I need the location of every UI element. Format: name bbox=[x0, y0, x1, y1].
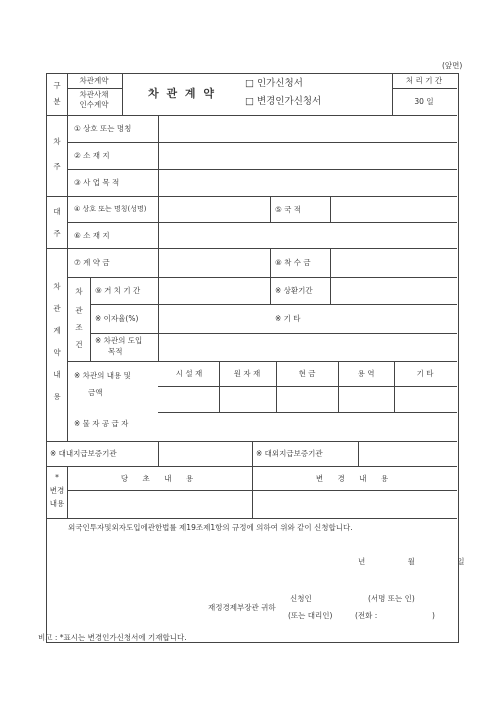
checkbox-change-approval[interactable]: □ 변경인가신청서 bbox=[245, 96, 322, 107]
phone-label: (전화 : bbox=[355, 611, 378, 620]
borrower-section-label-1: 대 bbox=[53, 207, 61, 216]
legal-statement: 외국인투자및외자도입에관한법률 제19조제1항의 규정에 의하여 위와 같이 신청합니다. bbox=[68, 523, 353, 532]
borrower-name-label: ④ 상호 또는 명칭(성명) bbox=[74, 205, 147, 213]
interest-rate-label: ※ 이자율(%) bbox=[95, 314, 139, 323]
applicant-signature: (서명 또는 인) bbox=[368, 594, 415, 603]
change-label-2: 내용 bbox=[49, 499, 65, 508]
changed-content-label: 변 경 내 용 bbox=[315, 474, 395, 483]
agent-label: (또는 대리인) bbox=[288, 611, 333, 620]
contract-section-label-2: 관 bbox=[53, 304, 61, 313]
terms-section-label-3: 조 bbox=[75, 323, 83, 332]
checkbox-approval[interactable]: □ 인가신청서 bbox=[245, 78, 303, 89]
col-facilities: 시 설 재 bbox=[175, 369, 203, 378]
contract-section-label-3: 계 bbox=[53, 326, 61, 335]
lender-address-label: ② 소 재 지 bbox=[74, 151, 110, 160]
lender-section-label-2: 주 bbox=[53, 162, 61, 171]
footnote: 비고 : *표시는 변경인가신청서에 기재합니다. bbox=[38, 633, 187, 642]
contract-section-label-6: 용 bbox=[53, 392, 61, 401]
contract-section-label-1: 차 bbox=[53, 282, 61, 291]
date-line: 년 월 일 bbox=[358, 557, 485, 566]
type-bond-contract-2: 인수계약 bbox=[79, 100, 109, 109]
grace-period-label: ⑨ 거 치 기 간 bbox=[95, 286, 141, 295]
original-content-label: 당 초 내 용 bbox=[120, 474, 200, 483]
change-label-1: 변경 bbox=[49, 486, 65, 495]
type-bond-contract-1: 차관사채 bbox=[79, 90, 109, 99]
change-mark: * bbox=[55, 473, 59, 482]
phone-close: ) bbox=[432, 611, 435, 620]
contract-section-label-5: 내 bbox=[53, 370, 61, 379]
loan-purpose-label-2: 목적 bbox=[108, 347, 123, 356]
gubun-label-2: 분 bbox=[53, 97, 61, 106]
contract-section-label-4: 약 bbox=[53, 348, 61, 357]
processing-period-label: 처 리 기 간 bbox=[405, 76, 443, 85]
terms-section-label-4: 건 bbox=[75, 340, 83, 349]
loan-content-label-2: 금액 bbox=[88, 388, 103, 397]
terms-section-label-2: 관 bbox=[75, 306, 83, 315]
applicant-label: 신청인 bbox=[290, 594, 312, 603]
col-cash: 현 금 bbox=[298, 369, 316, 378]
other-terms-label: ※ 기 타 bbox=[275, 314, 301, 323]
terms-section-label-1: 차 bbox=[75, 287, 83, 296]
minister-addressee: 재정경제부장관 귀하 bbox=[208, 603, 276, 612]
loan-purpose-label-1: ※ 차관의 도입 bbox=[95, 336, 143, 345]
deposit-amount-label: ⑧ 착 수 금 bbox=[275, 258, 311, 267]
contract-amount-label: ⑦ 계 약 금 bbox=[74, 258, 110, 267]
loan-content-label-1: ※ 차관의 내용 및 bbox=[74, 371, 131, 380]
page-side-label: (앞면) bbox=[442, 61, 463, 70]
col-raw-materials: 원 자 재 bbox=[233, 369, 261, 378]
lender-business-label: ③ 사 업 목 적 bbox=[74, 178, 120, 187]
borrower-section-label-2: 주 bbox=[53, 229, 61, 238]
processing-period-value: 30 일 bbox=[414, 97, 434, 106]
repayment-period-label: ※ 상환기간 bbox=[275, 286, 313, 295]
supplier-label: ※ 물 자 공 급 자 bbox=[74, 419, 129, 428]
borrower-address-label: ⑥ 소 재 지 bbox=[74, 231, 110, 240]
gubun-label-1: 구 bbox=[53, 81, 61, 90]
form-title: 차 관 계 약 bbox=[148, 87, 216, 100]
col-services: 용 역 bbox=[357, 369, 375, 378]
lender-section-label-1: 차 bbox=[53, 137, 61, 146]
col-other: 기 타 bbox=[416, 369, 434, 378]
domestic-guarantor-label: ※ 대내지급보증기관 bbox=[50, 449, 117, 458]
borrower-nation-label: ⑤ 국 적 bbox=[275, 205, 301, 214]
lender-name-label: ① 상호 또는 명칭 bbox=[74, 124, 132, 133]
foreign-guarantor-label: ※ 대외지급보증기관 bbox=[256, 449, 323, 458]
type-loan-contract: 차관계약 bbox=[79, 76, 109, 85]
